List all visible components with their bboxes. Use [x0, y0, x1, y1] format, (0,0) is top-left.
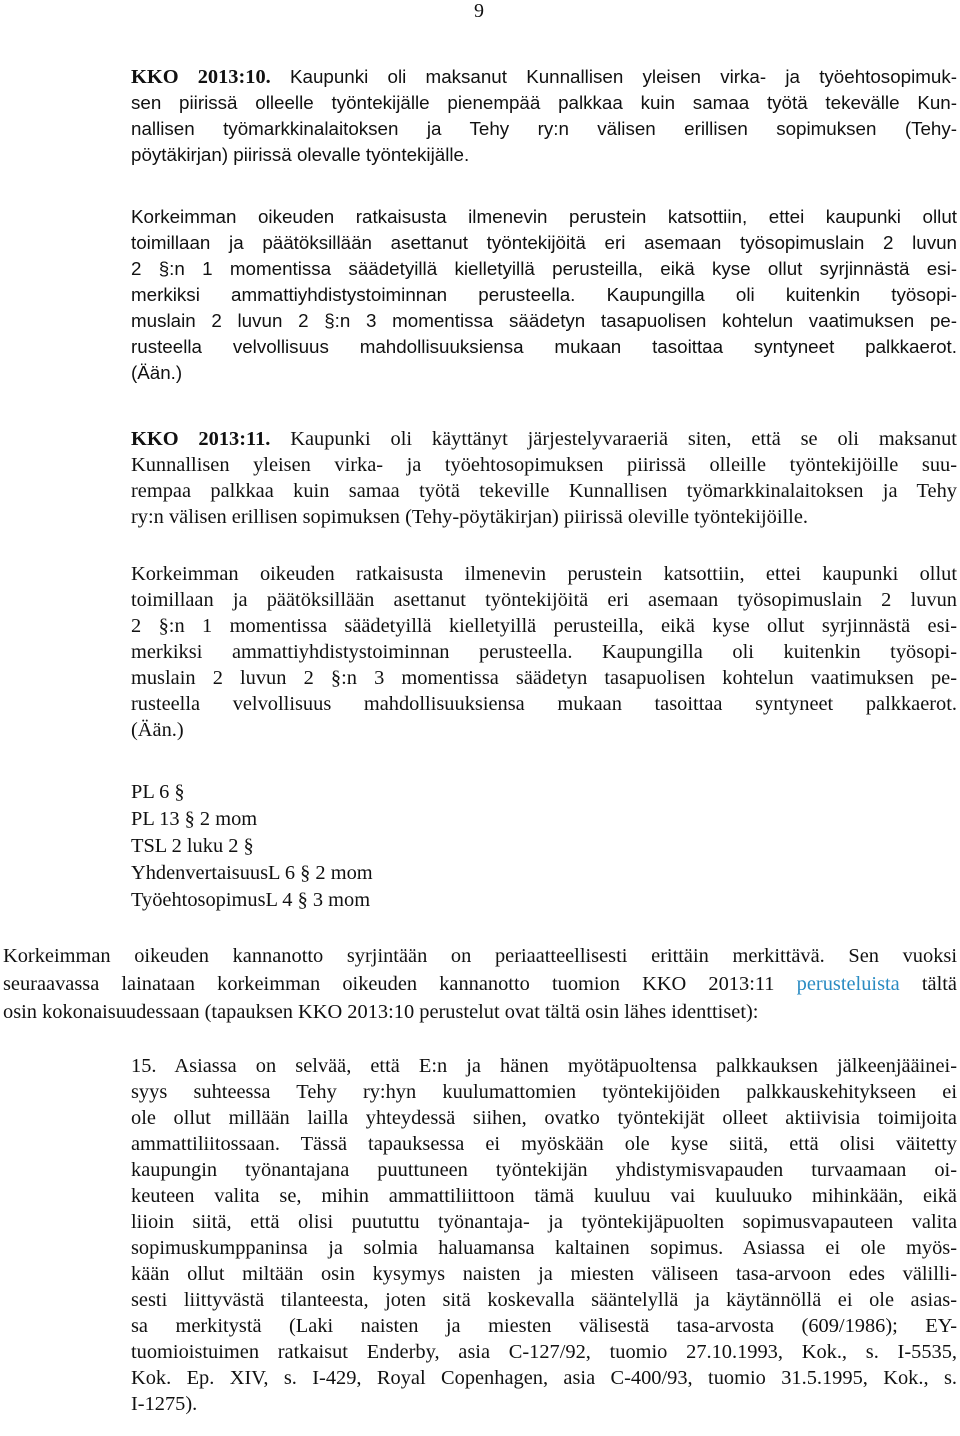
quote-line: ole ollut millään lailla yhteydessä siihen, ovatko työntekijät olleet aktiivisia toimijoita [131, 1107, 957, 1129]
ruling-line: rusteella velvollisuus mahdollisuuksiensa mukaan tasoittaa syntyneet palkkaerot. [131, 693, 957, 715]
ruling-line: merkiksi ammattiyhdistystoiminnan perusteella. Kaupungilla oli kuitenkin työsopi- [131, 284, 957, 305]
ruling-line: 2 §:n 1 momentissa säädetyillä kielletyillä perusteilla, eikä kyse ollut syrjinnästä esi- [131, 258, 957, 279]
reference-item: PL 6 § [131, 781, 185, 803]
quote-line: kään ollut miltään osin kysymys naisten ja miesten väliseen tasa-arvoon edes välilli- [131, 1263, 957, 1285]
ruling-line: 2 §:n 1 momentissa säädetyillä kielletyillä perusteilla, eikä kyse ollut syrjinnästä esi- [131, 615, 957, 637]
ruling-line: Korkeimman oikeuden ratkaisusta ilmenevin perustein katsottiin, ettei kaupunki ollut [131, 206, 957, 227]
quote-line: syys suhteessa Tehy ry:hyn kuulumattomien työntekijöiden palkkauskehitykseen ei [131, 1081, 957, 1103]
intro-line: Korkeimman oikeuden kannanotto syrjintään on periaatteellisesti erittäin merkittävä. Sen vuoksi [3, 945, 957, 967]
reference-item: PL 13 § 2 mom [131, 808, 258, 830]
quote-line: sesti liittyvästä tilanteesta, joten sitä koskevalla sääntelyllä ja käytännöllä ei ole asias- [131, 1289, 957, 1311]
case-summary-line: KKO 2013:11. Kaupunki oli käyttänyt järjestelyvaraeriä siten, että se oli maksanut [131, 428, 957, 450]
intro-line: seuraavassa lainataan korkeimman oikeuden kannanotto tuomion KKO 2013:11 perusteluista tältä [3, 973, 957, 995]
ruling-line: (Ään.) [131, 362, 183, 383]
quote-line: sa merkitystä (Laki naisten ja miesten välisestä tasa-arvosta (609/1986); EY- [131, 1315, 957, 1337]
ruling-line: toimillaan ja päätöksillään asettanut työntekijöitä eri asemaan työsopimuslain 2 luvun [131, 232, 957, 253]
quoted-reasoning [131, 1053, 957, 1417]
quote-line: liioin siitä, että olisi puututtu työnantaja- ja työntekijäpuolten sopimusvapauteen valita [131, 1211, 957, 1233]
case-summary-line: Kunnallisen yleisen virka- ja työehtosopimuksen piirissä olleille työntekijöille suu- [131, 454, 957, 476]
reference-item: TSL 2 luku 2 § [131, 835, 254, 857]
case-summary-line: pöytäkirjan) piirissä olevalle työntekijälle. [131, 144, 470, 165]
case-id: KKO 2013:10. [131, 66, 271, 88]
ruling-line: muslain 2 luvun 2 §:n 3 momentissa säädetyn tasapuolisen kohtelun vaatimuksen pe- [131, 667, 957, 689]
ruling-line: toimillaan ja päätöksillään asettanut työntekijöitä eri asemaan työsopimuslain 2 luvun [131, 589, 957, 611]
ruling-line: (Ään.) [131, 719, 184, 741]
case-summary-line: sen piirissä olleelle työntekijälle pienempää palkkaa kuin samaa työtä tekevälle Kun- [131, 92, 957, 113]
perusteluista-link[interactable]: perusteluista [796, 973, 900, 995]
case-summary-line: ry:n välisen erillisen sopimuksen (Tehy-pöytäkirjan) piirissä oleville työntekijöille. [131, 506, 808, 528]
ruling-paragraph-1 [131, 204, 957, 386]
ruling-line: merkiksi ammattiyhdistystoiminnan perusteella. Kaupungilla oli kuitenkin työsopi- [131, 641, 957, 663]
reference-item: TyöehtosopimusL 4 § 3 mom [131, 889, 371, 911]
ruling-line: Korkeimman oikeuden ratkaisusta ilmenevin perustein katsottiin, ettei kaupunki ollut [131, 563, 957, 585]
case-kko-2013-10 [131, 64, 957, 168]
case-id: KKO 2013:11. [131, 428, 271, 450]
quote-line: sopimuskumppaninsa ja solmia haluamansa kaltainen sopimus. Asiassa ei ole myös- [131, 1237, 957, 1259]
case-summary-line: rempaa palkkaa kuin samaa työtä tekeville Kunnallisen työmarkkinalaitoksen ja Tehy [131, 480, 957, 502]
intro-paragraph [3, 942, 957, 1026]
reference-item: YhdenvertaisuusL 6 § 2 mom [131, 862, 373, 884]
ruling-line: rusteella velvollisuus mahdollisuuksiensa mukaan tasoittaa syntyneet palkkaerot. [131, 336, 957, 357]
quote-line: I-1275). [131, 1393, 198, 1415]
case-summary-line: KKO 2013:10. Kaupunki oli maksanut Kunnallisen yleisen virka- ja työehtosopimuk- [131, 66, 957, 88]
case-kko-2013-11 [131, 426, 957, 530]
quote-line: kaupungin työnantajana puuttuneen työntekijän yhdistymisvapauden turvaamaan oi- [131, 1159, 957, 1181]
case-summary-line: nallisen työmarkkinalaitoksen ja Tehy ry:n välisen erillisen sopimuksen (Tehy- [131, 118, 957, 139]
quote-line: keuteen valita se, mihin ammattiliittoon tämä kuuluu vai kuuluuko mihinkään, eikä [131, 1185, 957, 1207]
quote-line: 15. Asiassa on selvää, että E:n ja hänen myötäpuoltensa palkkauksen jälkeenjääinei- [131, 1055, 957, 1077]
ruling-paragraph-2 [131, 561, 957, 743]
quote-line: tuomioistuimen ratkaisut Enderby, asia C-127/92, tuomio 27.10.1993, Kok., s. I-5535, [131, 1341, 957, 1363]
ruling-line: muslain 2 luvun 2 §:n 3 momentissa säädetyn tasapuolisen kohtelun vaatimuksen pe- [131, 310, 957, 331]
quote-line: ammattiliitossaan. Tässä tapauksessa ei myöskään ole kyse siitä, että olisi väitetty [131, 1133, 957, 1155]
quote-line: Kok. Ep. XIV, s. I-429, Royal Copenhagen, asia C-400/93, tuomio 31.5.1995, Kok., s. [131, 1367, 957, 1389]
page-number: 9 [474, 0, 484, 22]
legal-references [131, 779, 631, 914]
intro-line: osin kokonaisuudessaan (tapauksen KKO 2013:10 perustelut ovat tältä osin lähes identtiset): [3, 1001, 759, 1023]
